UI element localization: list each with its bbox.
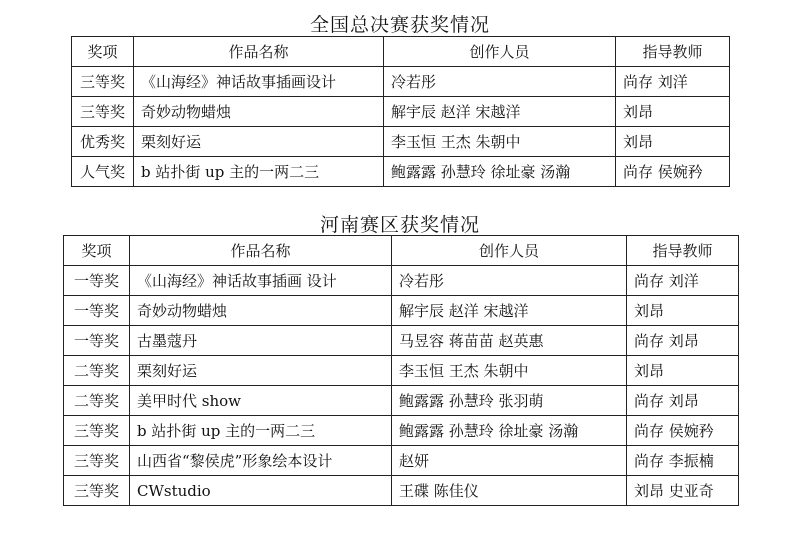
header-award: 奖项 (72, 37, 134, 67)
creators-cell: 马昱容 蒋苗苗 赵英惠 (392, 326, 627, 356)
table-row (64, 416, 739, 446)
henan-table-body (64, 266, 739, 506)
table-row (72, 97, 730, 127)
award-cell: 二等奖 (64, 356, 130, 386)
award-cell: 三等奖 (64, 416, 130, 446)
header-award: 奖项 (64, 236, 130, 266)
work-name-cell: 《山海经》神话故事插画 设计 (130, 266, 392, 296)
work-name-cell: 栗刻好运 (134, 127, 384, 157)
advisors-cell: 刘昂 (616, 127, 730, 157)
work-name-cell: 奇妙动物蜡烛 (130, 296, 392, 326)
creators-cell: 赵妍 (392, 446, 627, 476)
advisors-cell: 刘昂 (627, 356, 739, 386)
table-row (64, 266, 739, 296)
work-name-cell: 《山海经》神话故事插画设计 (134, 67, 384, 97)
advisors-cell: 尚存 刘昂 (627, 326, 739, 356)
creators-cell: 鲍露露 孙慧玲 徐址豪 汤瀚 (384, 157, 616, 187)
award-cell: 人气奖 (72, 157, 134, 187)
award-cell: 一等奖 (64, 296, 130, 326)
advisors-cell: 尚存 侯婉矜 (616, 157, 730, 187)
award-cell: 三等奖 (72, 97, 134, 127)
creators-cell: 王碟 陈佳仪 (392, 476, 627, 506)
advisors-cell: 刘昂 史亚奇 (627, 476, 739, 506)
national-finals-title: 全国总决赛获奖情况 (309, 14, 490, 36)
work-name-cell: 栗刻好运 (130, 356, 392, 386)
award-cell: 优秀奖 (72, 127, 134, 157)
creators-cell: 鲍露露 孙慧玲 张羽萌 (392, 386, 627, 416)
work-name-cell: 古墨蔻丹 (130, 326, 392, 356)
award-cell: 三等奖 (72, 67, 134, 97)
advisors-cell: 刘昂 (627, 296, 739, 326)
table-row (64, 446, 739, 476)
henan-region-title: 河南赛区获奖情况 (319, 214, 480, 236)
award-cell: 一等奖 (64, 326, 130, 356)
award-cell: 一等奖 (64, 266, 130, 296)
table-row (64, 296, 739, 326)
table-row (64, 356, 739, 386)
table-row (72, 67, 730, 97)
work-name-cell: CWstudio (130, 476, 392, 506)
henan-awards-table (63, 235, 739, 506)
work-name-cell: 山西省“黎侯虎”形象绘本设计 (130, 446, 392, 476)
header-advisors: 指导教师 (616, 37, 730, 67)
advisors-cell: 尚存 刘洋 (627, 266, 739, 296)
work-name-cell: b 站扑街 up 主的一两二三 (134, 157, 384, 187)
table-row (72, 157, 730, 187)
award-cell: 三等奖 (64, 476, 130, 506)
table-header-row (72, 37, 730, 67)
creators-cell: 鲍露露 孙慧玲 徐址豪 汤瀚 (392, 416, 627, 446)
table-row (72, 127, 730, 157)
national-awards-table (71, 36, 730, 187)
header-work-name: 作品名称 (134, 37, 384, 67)
table-row (64, 326, 739, 356)
header-work-name: 作品名称 (130, 236, 392, 266)
creators-cell: 冷若彤 (392, 266, 627, 296)
creators-cell: 解宇辰 赵洋 宋越洋 (392, 296, 627, 326)
national-table-body (72, 67, 730, 187)
table-header-row (64, 236, 739, 266)
advisors-cell: 尚存 李振楠 (627, 446, 739, 476)
advisors-cell: 刘昂 (616, 97, 730, 127)
creators-cell: 冷若彤 (384, 67, 616, 97)
table-row (64, 476, 739, 506)
award-cell: 二等奖 (64, 386, 130, 416)
creators-cell: 解宇辰 赵洋 宋越洋 (384, 97, 616, 127)
header-creators: 创作人员 (384, 37, 616, 67)
advisors-cell: 尚存 刘昂 (627, 386, 739, 416)
creators-cell: 李玉恒 王杰 朱朝中 (384, 127, 616, 157)
work-name-cell: b 站扑街 up 主的一两二三 (130, 416, 392, 446)
work-name-cell: 美甲时代 show (130, 386, 392, 416)
advisors-cell: 尚存 刘洋 (616, 67, 730, 97)
header-advisors: 指导教师 (627, 236, 739, 266)
header-creators: 创作人员 (392, 236, 627, 266)
table-row (64, 386, 739, 416)
award-cell: 三等奖 (64, 446, 130, 476)
creators-cell: 李玉恒 王杰 朱朝中 (392, 356, 627, 386)
work-name-cell: 奇妙动物蜡烛 (134, 97, 384, 127)
advisors-cell: 尚存 侯婉矜 (627, 416, 739, 446)
